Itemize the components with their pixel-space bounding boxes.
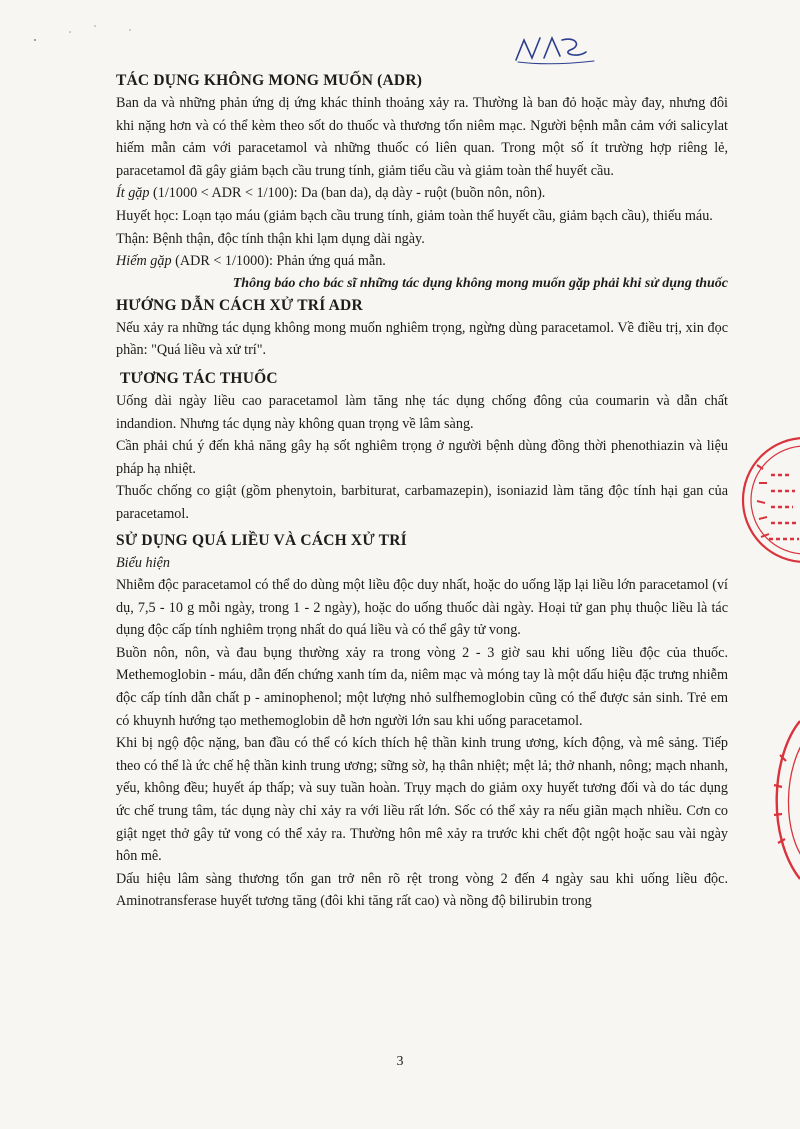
adr-kidney: Thận: Bệnh thận, độc tính thận khi lạm dụng dài ngày. [116, 230, 425, 247]
interactions-p1: Uống dài ngày liều cao paracetamol làm tăng nhẹ tác dụng chống đông của coumarin và dẫn chất indandion. Nhưng tác dụng này không quan trọng về lâm sàng. [116, 392, 728, 432]
adr-handling-text: Nếu xảy ra những tác dụng không mong muốn nghiêm trọng, ngừng dùng paracetamol. Về điều trị, xin đọc phần: "Quá liều và xử trí". [116, 319, 728, 359]
section-heading-overdose: SỬ DỤNG QUÁ LIỀU VÀ CÁCH XỬ TRÍ [116, 531, 407, 549]
red-stamp-seal [735, 425, 800, 575]
interactions-p2: Cần phải chú ý đến khả năng gây hạ sốt nghiêm trọng ở người bệnh dùng đồng thời phenothiazin và liệu pháp hạ nhiệt. [116, 438, 728, 477]
overdose-subheading: Biểu hiện [116, 554, 170, 571]
overdose-p1: Nhiễm độc paracetamol có thể do dùng một liều độc duy nhất, hoặc do uống lặp lại liều lớn paracetamol (ví dụ, 7,5 - 10 g mỗi ngày, trong 1 - 2 ngày), hoặc do uống thuốc dài ngày. Hoại tử gan phụ thuộc liều là tác dụng độc cấp tính nghiêm trọng nhất do quá liều và có thể gây tử vong. [116, 577, 728, 639]
rare-label: Hiếm gặp [116, 253, 172, 270]
adr-rare [116, 250, 728, 273]
uncommon-text: (1/1000 < ADR < 1/100): Da (ban da), dạ dày - ruột (buồn nôn, nôn). [149, 185, 546, 202]
overdose-p3: Khi bị ngộ độc nặng, ban đầu có thể có kích thích hệ thần kinh trung ương, kích động, và mê sảng. Tiếp theo có thể là ức chế hệ thần kinh trung ương; sững sờ, hạ thân nhiệt; mệt lả; thở nhanh, nông; mạch nhanh, yếu, không đều; huyết áp thấp; và suy tuần hoàn. Trụy mạch do giảm oxy huyết tương đối và do tác dụng ức chế trung tâm, tác dụng này chỉ xảy ra với liều rất lớn. Sốc có thể xảy ra nếu giãn mạch nhiều. Cơn co giật ngẹt thở gây tử vong có thể xảy ra. Thường hôn mê xảy ra trước khi chết đột ngột hoặc sau vài ngày hôn mê. [116, 735, 728, 865]
uncommon-label: Ít gặp [116, 185, 150, 202]
overdose-p4: Dấu hiệu lâm sàng thương tổn gan trở nên rõ rệt trong vòng 2 đến 4 ngày sau khi uống liều độc. Aminotransferase huyết tương tăng (đôi khi tăng rất cao) và nồng độ bilirubin trong [116, 870, 728, 910]
section-heading-adr: TÁC DỤNG KHÔNG MONG MUỐN (ADR) [116, 72, 423, 89]
red-stamp-edge [760, 715, 800, 885]
section-heading-interactions: TƯƠNG TÁC THUỐC [120, 369, 278, 387]
section-heading-adr-handling: HƯỚNG DẪN CÁCH XỬ TRÍ ADR [116, 296, 363, 314]
handwritten-signature [512, 32, 598, 66]
adr-intro: Ban da và những phản ứng dị ứng khác thỉnh thoảng xảy ra. Thường là ban đỏ hoặc mày đay, nhưng đôi khi nặng hơn và có thể kèm theo sốt do thuốc và thương tổn niêm mạc. Người bệnh mẫn cảm với salicylat hiếm mẫn cảm với paracetamol và những thuốc có liên quan. Trong một số ít trường hợp riêng lẻ, paracetamol đã gây giảm bạch cầu trung tính, giảm tiểu cầu và giảm toàn thể huyết cầu. [116, 95, 728, 179]
interactions-p3: Thuốc chống co giật (gồm phenytoin, barbiturat, carbamazepin), isoniazid làm tăng độc tính hại gan của paracetamol. [116, 483, 728, 522]
adr-uncommon [116, 182, 728, 205]
overdose-p2: Buồn nôn, nôn, và đau bụng thường xảy ra trong vòng 2 - 3 giờ sau khi uống liều độc của thuốc. Methemoglobin - máu, dẫn đến chứng xanh tím da, niêm mạc và móng tay là một dấu hiệu đặc trưng nhiễm độc cấp tính dẫn chất p - aminophenol; một lượng nhỏ sulfhemoglobin cũng có thể được sản sinh. Trẻ em có khuynh hướng tạo methemoglobin dễ hơn người lớn sau khi uống paracetamol. [116, 644, 728, 729]
adr-blood: Huyết học: Loạn tạo máu (giảm bạch cầu trung tính, giảm toàn thể huyết cầu, giảm bạch cầu), thiếu máu. [116, 207, 713, 224]
page-number: 3 [396, 1054, 404, 1069]
adr-notice: Thông báo cho bác sĩ những tác dụng không mong muốn gặp phải khi sử dụng thuốc [232, 275, 728, 291]
scan-specks [30, 18, 150, 48]
rare-text: (ADR < 1/1000): Phản ứng quá mẫn. [171, 253, 386, 270]
page-content [116, 70, 728, 913]
